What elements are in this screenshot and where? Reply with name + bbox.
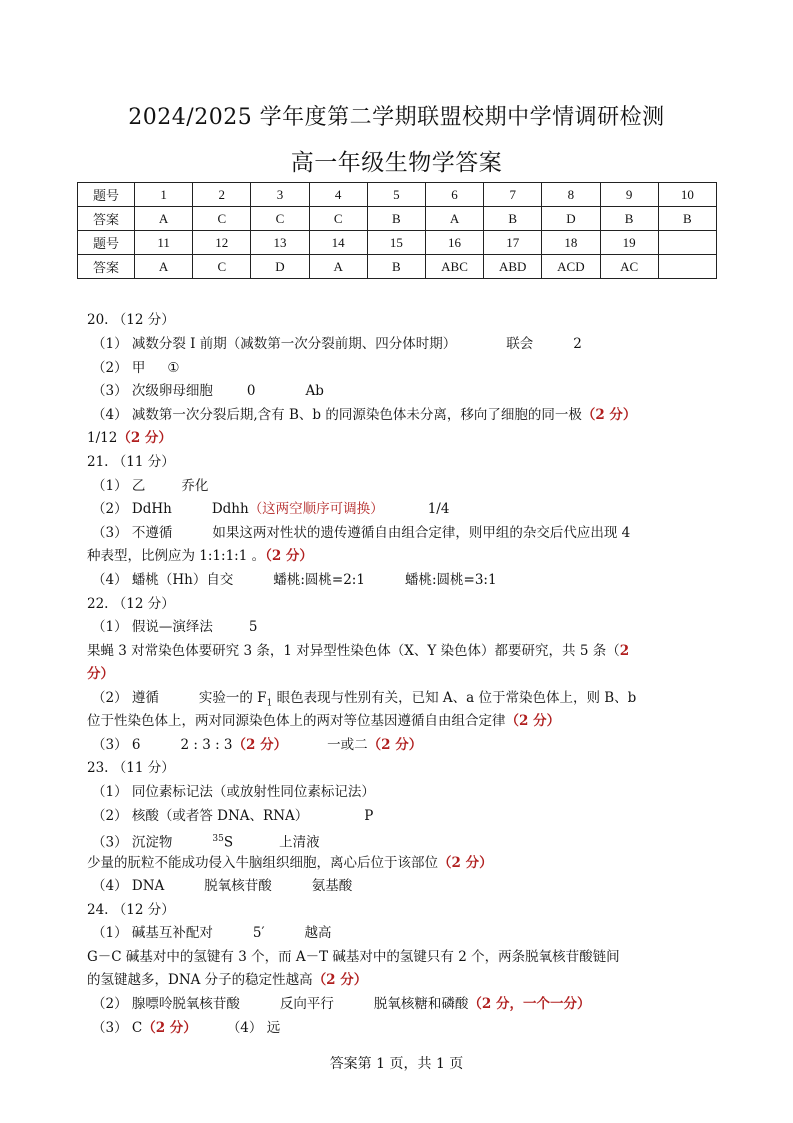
table-cell: ABD	[484, 255, 542, 279]
table-cell: 19	[600, 231, 658, 255]
table-cell: ACD	[542, 255, 600, 279]
q23-line-1: （1） 同位素标记法（或放射性同位素标记法）	[92, 784, 375, 800]
table-cell: 10	[658, 183, 716, 207]
q23-heading: 23. （11 分）	[87, 760, 175, 776]
table-row	[78, 207, 717, 231]
document-title: 2024/2025 学年度第二学期联盟校期中学情调研检测	[128, 105, 665, 130]
table-cell: B	[367, 255, 425, 279]
table-cell: 4	[309, 183, 367, 207]
q20-line-3: （3） 次级卵母细胞 0 Ab	[92, 383, 324, 399]
table-cell: 7	[484, 183, 542, 207]
table-cell: B	[367, 207, 425, 231]
q24-line-2: G－C 碱基对中的氢键有 3 个，而 A－T 碱基对中的氢键只有 2 个，两条脱氧核苷酸链间	[87, 949, 620, 965]
row-header-cell: 题号	[78, 231, 135, 255]
q23-line-5: （4） DNA 脱氧核苷酸 氨基酸	[92, 878, 353, 894]
table-cell: ABC	[425, 255, 483, 279]
q22-line-2: 果蝇 3 对常染色体要研究 3 条，1 对异型性染色体（X、Y 染色体）都要研究，共 5 条（2	[87, 643, 630, 659]
q22-line-6: （3） 6 2 : 3 : 3（2 分） 一或二（2 分）	[92, 737, 423, 753]
table-cell: 18	[542, 231, 600, 255]
q21-line-3: （3） 不遵循 如果这两对性状的遗传遵循自由组合定律，则甲组的杂交后代应出现 4	[92, 525, 631, 541]
table-cell: 2	[193, 183, 251, 207]
table-cell: 8	[542, 183, 600, 207]
q22-line-4: （2） 遵循 实验一的 $F_1$ 眼色表现与性别有关，已知 A、a 位于常染色体上，则 B、b	[92, 690, 637, 709]
row-header-cell: 题号	[78, 183, 135, 207]
table-cell: 11	[135, 231, 193, 255]
table-cell: D	[542, 207, 600, 231]
q20-line-4: （4） 减数第一次分裂后期,含有 B、b 的同源染色体未分离，移向了细胞的同一极（2 分）	[92, 407, 637, 423]
table-cell: 12	[193, 231, 251, 255]
table-cell: C	[193, 207, 251, 231]
table-cell: B	[600, 207, 658, 231]
table-cell	[658, 255, 716, 279]
table-cell: C	[309, 207, 367, 231]
q24-line-3: 的氢键越多，DNA 分子的稳定性越高（2 分）	[87, 972, 368, 988]
table-cell: 6	[425, 183, 483, 207]
table-cell: 14	[309, 231, 367, 255]
table-cell	[658, 231, 716, 255]
q22-heading: 22. （12 分）	[87, 596, 175, 612]
table-row	[78, 255, 717, 279]
table-cell: A	[425, 207, 483, 231]
table-cell: 3	[251, 183, 309, 207]
q20-line-5: 1/12（2 分）	[87, 430, 172, 446]
table-cell: C	[193, 255, 251, 279]
document-subtitle: 高一年级生物学答案	[290, 150, 503, 176]
q21-heading: 21. （11 分）	[87, 454, 175, 470]
q23-line-2: （2） 核酸（或者答 DNA、RNA） P	[92, 808, 374, 824]
q20-line-1: （1） 减数分裂 I 前期（减数第一次分裂前期、四分体时期） 联会 2	[92, 336, 582, 352]
table-cell: A	[135, 255, 193, 279]
table-cell: D	[251, 255, 309, 279]
table-cell: 5	[367, 183, 425, 207]
q21-line-4: 种表型，比例应为 1:1:1:1 。（2 分）	[87, 548, 313, 564]
q21-line-5: （4） 蟠桃（Hh）自交 蟠桃:圆桃=2:1 蟠桃:圆桃=3:1	[92, 572, 497, 588]
q20-line-2: （2） 甲 ①	[92, 360, 180, 376]
q21-line-1: （1） 乙 乔化	[92, 478, 209, 494]
q23-line-3: （3） 沉淀物 $^{35}$S 上清液	[92, 834, 320, 851]
table-row	[78, 231, 717, 255]
q24-line-1: （1） 碱基互补配对 5′ 越高	[92, 925, 332, 941]
row-header-cell: 答案	[78, 255, 135, 279]
table-cell: 15	[367, 231, 425, 255]
table-cell: B	[484, 207, 542, 231]
q23-line-4: 少量的朊粒不能成功侵入牛脑组织细胞，离心后位于该部位（2 分）	[87, 855, 493, 871]
table-cell: 1	[135, 183, 193, 207]
q22-line-5: 位于性染色体上，两对同源染色体上的两对等位基因遵循自由组合定律（2 分）	[87, 713, 561, 729]
table-row	[78, 183, 717, 207]
q21-line-2: （2） DdHh Ddhh（这两空顺序可调换） 1/4	[92, 501, 450, 517]
q22-line-3: 分）	[87, 666, 114, 682]
table-cell: 9	[600, 183, 658, 207]
table-cell: A	[135, 207, 193, 231]
table-cell: 17	[484, 231, 542, 255]
q24-line-5: （3） C（2 分） （4） 远	[92, 1020, 281, 1036]
q20-heading: 20. （12 分）	[87, 312, 175, 328]
answer-table	[77, 182, 717, 279]
table-cell: A	[309, 255, 367, 279]
table-cell: AC	[600, 255, 658, 279]
q24-heading: 24. （12 分）	[87, 902, 175, 918]
page-footer: 答案第 1 页，共 1 页	[329, 1056, 464, 1072]
table-cell: 13	[251, 231, 309, 255]
q24-line-4: （2） 腺嘌呤脱氧核苷酸 反向平行 脱氧核糖和磷酸（2 分，一个一分）	[92, 996, 591, 1012]
q22-line-1: （1） 假说—演绎法 5	[92, 619, 258, 635]
table-cell: C	[251, 207, 309, 231]
table-cell: 16	[425, 231, 483, 255]
table-cell: B	[658, 207, 716, 231]
row-header-cell: 答案	[78, 207, 135, 231]
